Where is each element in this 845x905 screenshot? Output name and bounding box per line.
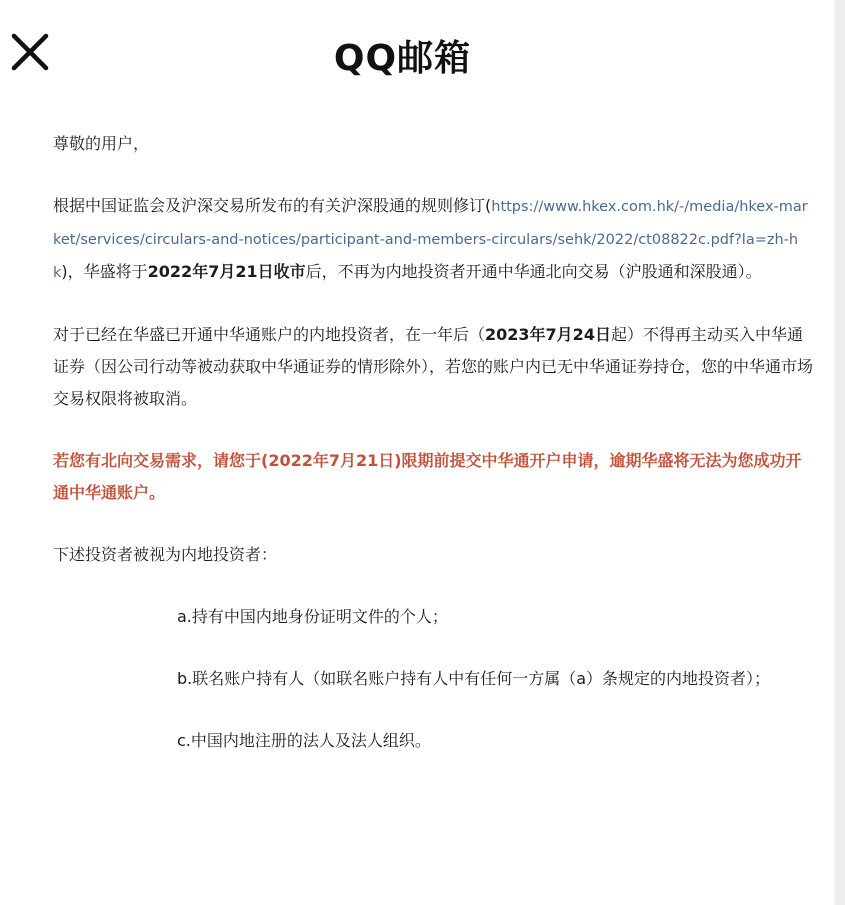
p1-date-bold: 2022年7月21日收市 [147,262,306,281]
paragraph-warning: 若您有北向交易需求，请您于(2022年7月21日)限期前提交中华通开户申请，逾期华盛将无法为您成功开通中华通账户。 [53,451,802,502]
top-bar [0,0,835,110]
p2-text-post: 起）不得再主动买入中华通证券（因公司行动等被动获取中华通证券的情形除外），若您的账户内已无中华通证券持仓，您的中华通市场交易权限将被取消。 [53,325,814,408]
greeting: 尊敬的用户， [53,134,150,153]
p2-text-pre: 对于已经在华盛已开通中华通账户的内地投资者，在一年后（ [53,325,486,344]
scrollbar[interactable] [835,0,845,905]
paragraph-existing-investors [53,319,813,415]
page-title: QQ邮箱 [333,38,472,79]
p1-text-post: 后，不再为内地投资者开通中华通北向交易（沪股通和深股通）。 [305,262,762,281]
p2-date-bold: 2023年7月24日 [485,325,611,344]
paragraph-investor-definition: 下述投资者被视为内地投资者： [53,545,278,564]
list-item-a: a.持有中国内地身份证明文件的个人； [177,607,448,626]
paragraph-rule-revision [53,190,813,289]
p1-text-pre: 根据中国证监会及沪深交易所发布的有关沪深股通的规则修订( [53,196,492,215]
list-item-b: b.联名账户持有人（如联名账户持有人中有任何一方属（a）条规定的内地投资者）； [177,669,771,688]
list-item-c: c.中国内地注册的法人及法人组织。 [177,731,431,750]
p1-text-mid: )，华盛将于 [61,262,148,281]
email-body [53,128,813,787]
hkex-circular-link[interactable]: https://www.hkex.com.hk/-/media/hkex-market/services/circulars-and-notices/participant-and-members-circulars/sehk/2022/ct08822c.pdf?la=zh-hk [53,199,808,281]
